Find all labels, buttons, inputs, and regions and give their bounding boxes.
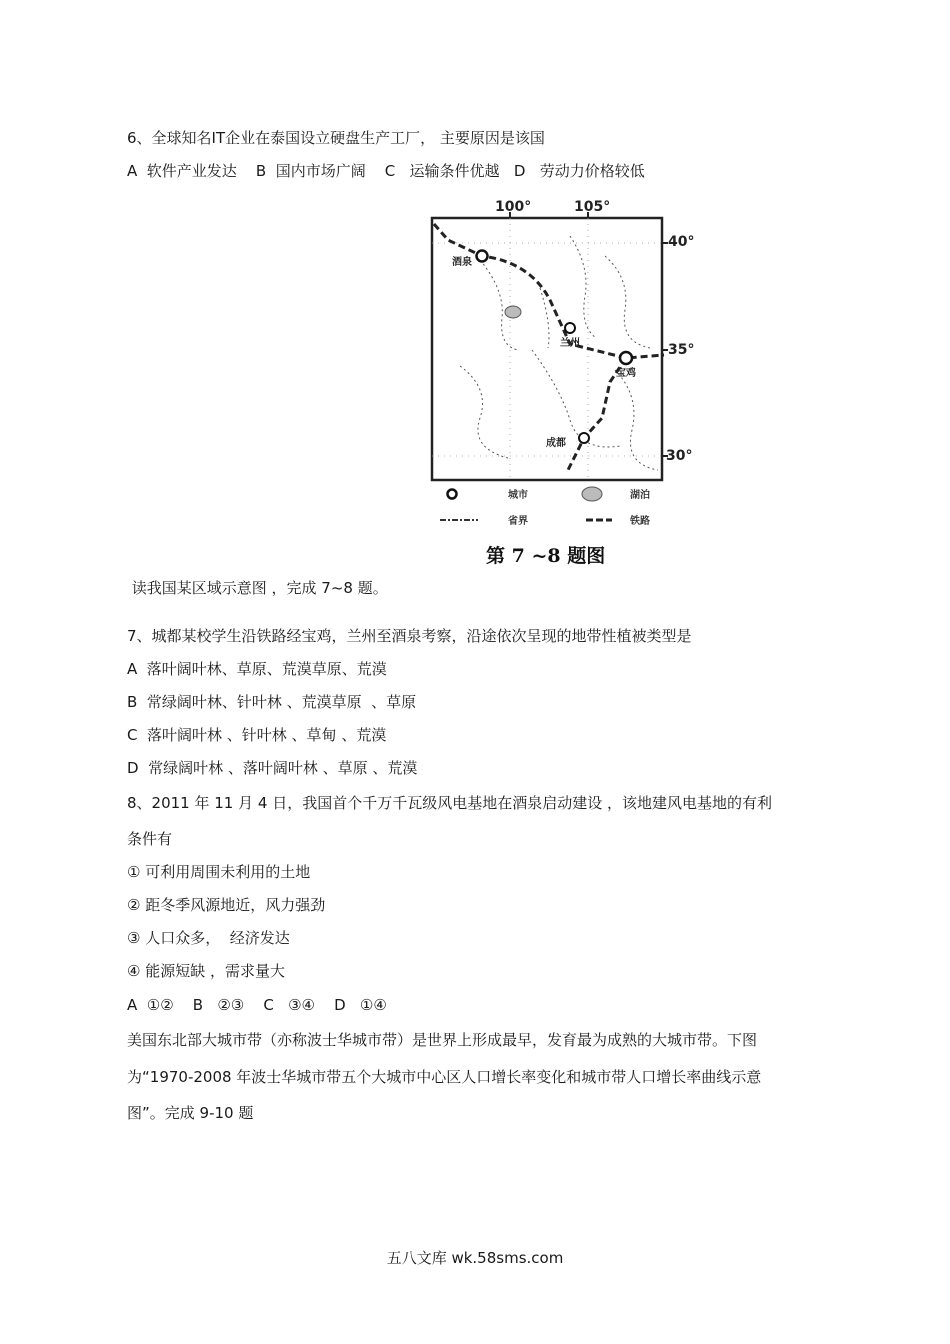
province-boundary xyxy=(615,370,658,470)
q8-question-line2: 条件有 xyxy=(127,830,173,848)
region-map xyxy=(420,198,695,570)
province-boundary xyxy=(570,236,596,338)
legend-railway-label: 铁路 xyxy=(630,516,650,527)
q8-question-line1: 8、2011 年 11 月 4 日，我国首个千万千瓦级风电基地在酒泉启动建设 ，该地建风电基地的有利 xyxy=(127,794,772,812)
city-label-lanzhou: 兰州 xyxy=(560,338,580,349)
q7-option-c: C 落叶阔叶林 、针叶林 、草甸 、荒漠 xyxy=(127,726,387,744)
passage-9-10-line1: 美国东北部大城市带（亦称波士华城市带）是世界上形成最早，发育最为成熟的大城市带。下图 xyxy=(127,1031,758,1049)
passage-9-10-line3: 图”。完成 9-10 题 xyxy=(127,1104,254,1122)
page-footer: 五八文库 wk.58sms.com xyxy=(386,1249,564,1267)
lake-shape xyxy=(505,306,521,318)
passage-9-10-line2: 为“1970-2008 年波士华城市带五个大城市中心区人口增长率变化和城市带人口增长率曲线示意 xyxy=(127,1068,762,1086)
province-boundary xyxy=(480,260,518,350)
lat-label-40: 40° xyxy=(668,234,695,250)
city-label-baoji: 宝鸡 xyxy=(616,368,636,379)
lon-label-105: 105° xyxy=(574,199,611,215)
legend-city-icon xyxy=(448,490,457,499)
q6-question: 6、全球知名IT企业在泰国设立硬盘生产工厂， 主要原因是该国 xyxy=(127,129,545,147)
q7-question: 7、城都某校学生沿铁路经宝鸡，兰州至酒泉考察，沿途依次呈现的地带性植被类型是 xyxy=(127,627,692,645)
intro-7-8: 读我国某区域示意图 ，完成 7~8 题。 xyxy=(127,579,388,597)
city-marker-lanzhou xyxy=(565,323,575,333)
q8-item-4: ④ 能源短缺 ，需求量大 xyxy=(127,962,285,980)
legend-lake-label: 湖泊 xyxy=(630,490,650,501)
lat-label-35: 35° xyxy=(668,342,695,358)
city-marker-chengdu xyxy=(579,433,589,443)
q8-item-1: ① 可利用周围未利用的土地 xyxy=(127,863,311,881)
city-label-jiuquan: 酒泉 xyxy=(452,257,472,268)
lon-label-100: 100° xyxy=(495,199,532,215)
region-map-figure xyxy=(420,198,695,570)
city-label-chengdu: 成都 xyxy=(546,438,566,449)
q8-item-2: ② 距冬季风源地近，风力强劲 xyxy=(127,896,326,914)
legend-city-label: 城市 xyxy=(508,490,528,501)
province-boundary xyxy=(605,256,650,348)
q6-options: A 软件产业发达 B 国内市场广阔 C 运输条件优越 D 劳动力价格较低 xyxy=(127,162,645,180)
q8-options: A ①② B ②③ C ③④ D ①④ xyxy=(127,996,387,1014)
legend-province-label: 省界 xyxy=(508,516,528,527)
city-marker-baoji xyxy=(620,352,632,364)
legend-lake-icon xyxy=(582,487,602,501)
province-boundary xyxy=(460,366,508,458)
q8-item-3: ③ 人口众多， 经济发达 xyxy=(127,929,290,947)
city-marker-jiuquan xyxy=(477,251,488,262)
q7-option-d: D 常绿阔叶林 、落叶阔叶林 、草原 、荒漠 xyxy=(127,759,418,777)
q7-option-b: B 常绿阔叶林、针叶林 、荒漠草原 、草原 xyxy=(127,693,417,711)
lat-label-30: 30° xyxy=(666,448,693,464)
q7-option-a: A 落叶阔叶林、草原、荒漠草原、荒漠 xyxy=(127,660,387,678)
map-caption: 第 7 ~8 题图 xyxy=(486,545,606,567)
province-boundary xyxy=(540,288,549,348)
